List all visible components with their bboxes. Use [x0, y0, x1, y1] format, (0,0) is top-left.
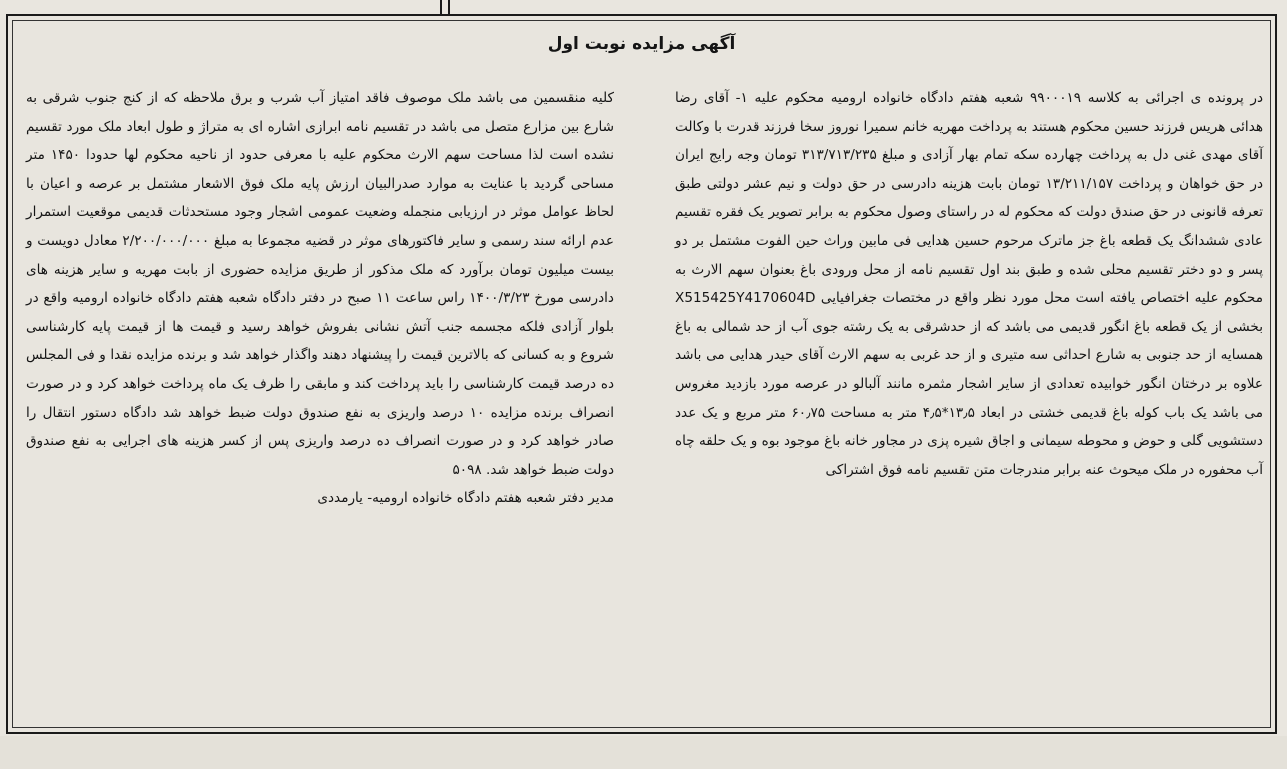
notice-right-column	[675, 84, 1263, 484]
page-bottom-margin	[0, 736, 1287, 769]
right-column-text: در پرونده ی اجرائی به کلاسه ۹۹۰۰۰۱۹ شعبه هفتم دادگاه خانواده ارومیه محکوم علیه ۱- آقای رضا هدائی هریس فرزند حسین محکوم هستند به پرداخت مهریه خانم سمیرا نوروز سخا فرزند قدرت با وکالت آقای مهدی غنی دل به پرداخت چهارده سکه تمام بهار آزادی و مبلغ ۳۱۳/۷۱۳/۲۳۵ تومان وجه رایج ایران در حق خواهان و پرداخت ۱۳/۲۱۱/۱۵۷ تومان بابت هزینه دادرسی در حق دولت و نیم عشر دولتی طبق تعرفه قانونی در حق صندق دولت که محکوم له در راستای وصول محکوم به برابر تصویر یک فقره تقسیم عادی ششدانگ یک قطعه باغ جز ماترک مرحوم حسین هدایی فی مابین وراث حین الفوت مشتمل بر دو پسر و دو دختر تقسیم محلی شده و طبق بند اول تقسیم نامه از محل ورودی باغ بعنوان سهم الارث به محکوم علیه اختصاص یافته است محل مورد نظر واقع در مختصات جغرافیایی X515425Y4170604D بخشی از یک قطعه باغ انگور قدیمی می باشد که از حدشرقی به یک رشته جوی آب از حد شمالی به باغ همسایه از حد جنوبی به شارع احداثی سه متیری و از حد غربی به سهم الارث آقای حیدر هدایی می باشد علاوه بر درختان انگور خوابیده تعدادی از سایر اشجار مثمره مانند آلبالو در عرصه مورد بازدید مغروس می باشد یک باب کوله باغ قدیمی خشتی در ابعاد ۱۳٫۵*۴٫۵ متر به مساحت ۶۰٫۷۵ متر مربع و یک عدد دستشویی گلی و حوض و محوطه سیمانی و اجاق شیره پزی در مجاور خانه باغ موجود بوه و یک حلقه چاه آب محفوره در ملک میحوث عنه برابر مندرجات متن تقسیم نامه فوق اشتراکی	[675, 90, 1264, 478]
column-divider-top	[440, 0, 450, 14]
notice-left-column	[26, 84, 614, 513]
notice-title: آگهی مزایده نوبت اول	[547, 34, 736, 54]
left-column-text: کلیه منقسمین می باشد ملک موصوف فاقد امتیاز آب شرب و برق ملاحظه که از کنج جنوب شرقی به شارع بین مزارع متصل می باشد در تقسیم نامه ابرازی اشاره ای به متراژ و طول ابعاد ملک مورد تقسیم نشده است لذا مساحت سهم الارث محکوم علیه با معرفی حدود از ناحیه محکوم لها حدودا ۱۴۵۰ متر مساحی گردید با عنایت به موارد صدرالبیان ارزش پایه ملک فوق الاشعار مشتمل بر عرصه و اعیان با لحاظ عوامل موثر در ارزیابی منجمله وضعیت عمومی اشجار وجود مستحدثات قدیمی موقعیت استمرار عدم ارائه سند رسمی و سایر فاکتورهای موثر در قضیه مجموعا به مبلغ ۲/۲۰۰/۰۰۰/۰۰۰ معادل دویست و بیست میلیون تومان برآورد که ملک مذکور از طریق مزایده حضوری از بابت مهریه و سایر هزینه های دادرسی مورخ ۱۴۰۰/۳/۲۳ راس ساعت ۱۱ صبح در دفتر دادگاه شعبه هفتم دادگاه خانواده ارومیه واقع در بلوار آزادی فلکه مجسمه جنب آتش نشانی بفروش خواهد رسید و قیمت ها از قیمت پایه کارشناسی شروع و به کسانی که بالاترین قیمت را پیشنهاد دهند واگذار خواهد شد و برنده مزایده نقدا و فی المجلس ده درصد قیمت کارشناسی را باید پرداخت کند و مابقی را ظرف یک ماه پرداخت خواهد کرد و در صورت انصراف برنده مزایده ۱۰ درصد واریزی به نفع صندوق دولت ضبط خواهد شد دادگاه دستور انتقال را صادر خواهد کرد و در صورت انصراف ده درصد واریزی پس از کسر هزینه های اجرایی به نفع صندوق دولت ضبط خواهد شد. ۵۰۹۸	[26, 90, 615, 478]
notice-frame	[6, 14, 1277, 734]
signature: مدیر دفتر شعبه هفتم دادگاه خانواده ارومیه- یارمددی	[317, 490, 614, 507]
